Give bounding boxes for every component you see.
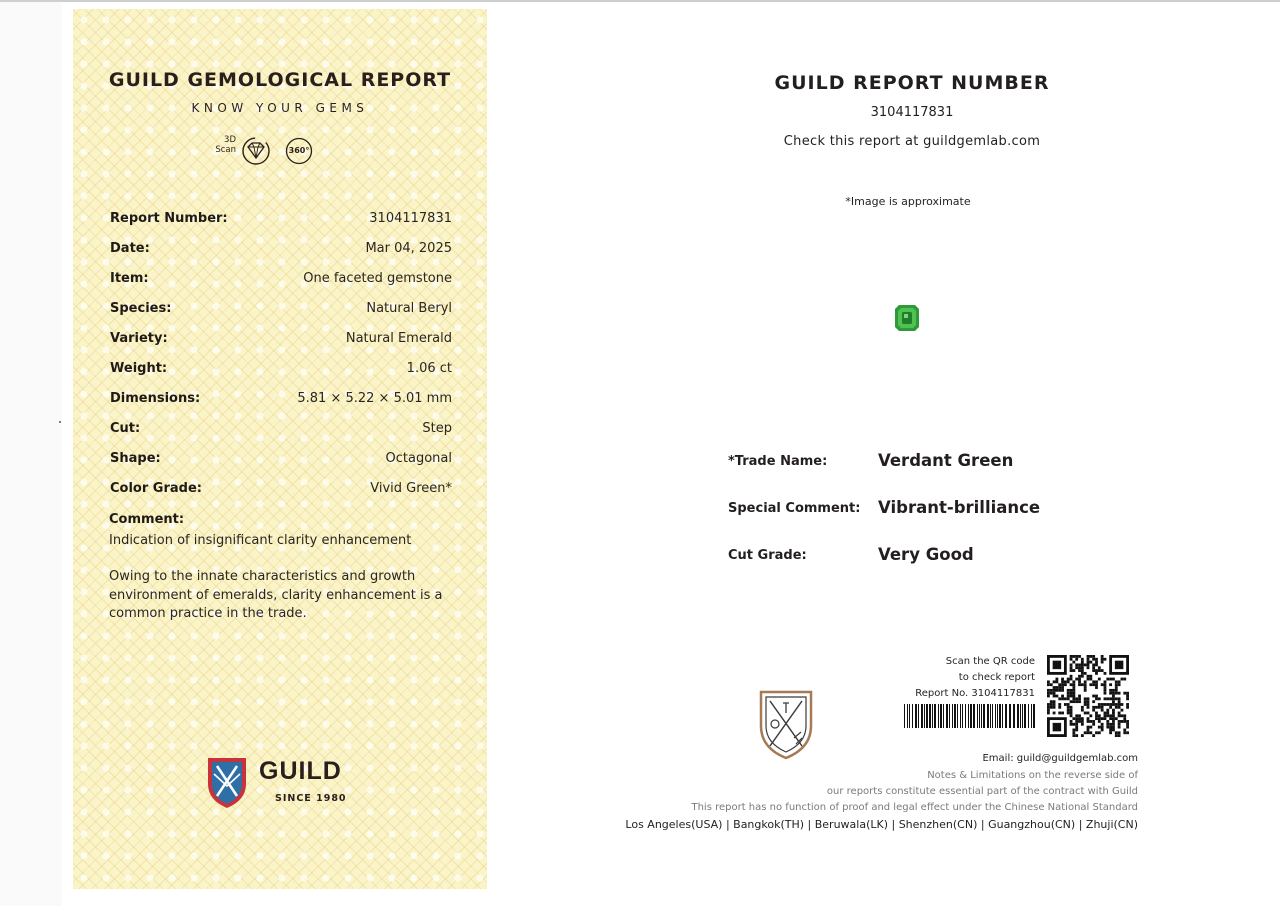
qr-report-number: Report No. 3104117831 — [915, 688, 1035, 699]
trade-name-row — [728, 451, 1148, 475]
special-comment-row — [728, 498, 1148, 522]
field-value: Mar 04, 2025 — [365, 241, 452, 256]
field-color-grade — [110, 481, 452, 501]
trade-name-label: *Trade Name: — [728, 454, 828, 469]
field-value: 1.06 ct — [406, 361, 452, 376]
report-back-page — [598, 0, 1280, 906]
guild-shield-logo — [205, 754, 249, 810]
cut-grade-label: Cut Grade: — [728, 548, 807, 563]
field-value: Natural Emerald — [345, 331, 452, 346]
footer-locations: Los Angeles(USA) | Bangkok(TH) | Beruwala(LK) | Shenzhen(CN) | Guangzhou(CN) | Zhuji(CN) — [625, 818, 1138, 831]
scan-speck — [59, 421, 61, 423]
field-shape — [110, 451, 452, 471]
field-value: Octagonal — [385, 451, 452, 466]
field-species — [110, 301, 452, 321]
check-report-link-text: Check this report at guildgemlab.com — [783, 134, 1041, 149]
emerald-gem-image — [894, 304, 920, 332]
qr-instructions — [915, 654, 1035, 702]
field-label: Weight: — [110, 361, 168, 376]
cut-grade-value: Very Good — [878, 545, 974, 564]
trade-name-value: Verdant Green — [878, 451, 1014, 470]
field-value: 3104117831 — [369, 211, 452, 226]
special-comment-label: Special Comment: — [728, 501, 861, 516]
qr-instruction-line: to check report — [958, 672, 1035, 683]
footer-notes-line: This report has no function of proof and legal effect under the Chinese National Standard — [691, 802, 1138, 813]
gemological-report-card — [73, 9, 487, 889]
report-number-value: 3104117831 — [870, 105, 954, 120]
field-label: Species: — [110, 301, 172, 316]
field-value: 5.81 × 5.22 × 5.01 mm — [297, 391, 452, 406]
report-title: GUILD GEMOLOGICAL REPORT — [108, 69, 452, 91]
field-value: Step — [422, 421, 452, 436]
field-label: Item: — [110, 271, 149, 286]
guild-logo — [203, 754, 363, 814]
field-value: Natural Beryl — [366, 301, 452, 316]
report-number-title: GUILD REPORT NUMBER — [774, 72, 1050, 94]
field-label: Color Grade: — [110, 481, 202, 496]
field-item — [110, 271, 452, 291]
field-value: Vivid Green* — [370, 481, 452, 496]
footer-notes-line: Notes & Limitations on the reverse side of — [927, 770, 1138, 781]
barcode — [904, 704, 1036, 728]
field-label: Cut: — [110, 421, 141, 436]
comment-label: Comment: — [109, 512, 185, 527]
left-margin — [0, 2, 62, 906]
guild-logo-name: GUILD — [259, 757, 342, 785]
footer-notes-line: our reports constitute essential part of the contract with Guild — [826, 786, 1138, 797]
report-tagline: KNOW YOUR GEMS — [191, 101, 369, 115]
special-comment-value: Vibrant-brilliance — [878, 498, 1041, 517]
field-label: Date: — [110, 241, 150, 256]
field-date — [110, 241, 452, 261]
qr-instruction-line: Scan the QR code — [945, 656, 1035, 667]
field-label: Dimensions: — [110, 391, 201, 406]
field-variety — [110, 331, 452, 351]
scan-3d-icon — [240, 136, 272, 166]
image-approx-note: *Image is approximate — [845, 195, 971, 208]
qr-code[interactable] — [1047, 655, 1129, 737]
rotate-360-label: 360° — [288, 146, 310, 155]
guild-logo-since: SINCE 1980 — [275, 793, 347, 804]
field-cut — [110, 421, 452, 441]
field-weight — [110, 361, 452, 381]
comment-text: Indication of insignificant clarity enhancement — [109, 533, 412, 548]
crest-shield-icon — [756, 686, 816, 762]
scan-3d-label: 3D Scan — [215, 135, 236, 155]
field-value: One faceted gemstone — [303, 271, 452, 286]
field-report-number — [110, 211, 452, 231]
cut-grade-row — [728, 545, 1148, 569]
footer-email: Email: guild@guildgemlab.com — [982, 753, 1138, 764]
field-label: Variety: — [110, 331, 168, 346]
comment-paragraph: Owing to the innate characteristics and growth environment of emeralds, clarity enhancement is a common practice in the trade. — [109, 569, 443, 621]
scan-badges — [213, 133, 353, 169]
field-dimensions — [110, 391, 452, 411]
field-label: Shape: — [110, 451, 161, 466]
field-label: Report Number: — [110, 211, 228, 226]
